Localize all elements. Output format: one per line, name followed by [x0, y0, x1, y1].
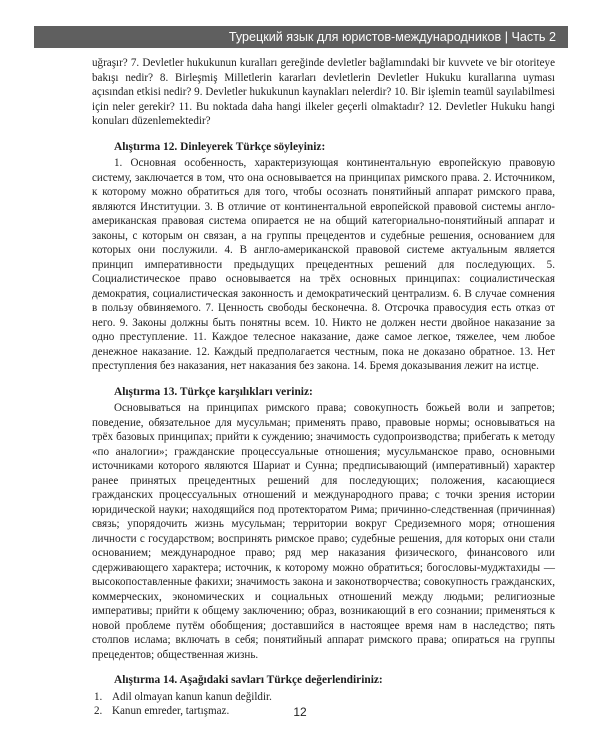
exercise-14-title: Alıştırma 14. Aşağıdaki savları Türkçe değerlendiriniz:	[114, 674, 383, 686]
exercise-13-title: Alıştırma 13. Türkçe karşılıkları veriniz:	[114, 385, 313, 398]
list-item-text: Kanun emreder, tartışmaz.	[112, 705, 230, 717]
running-header-title: Турецкий язык для юристов-международников | Часть 2	[228, 30, 556, 44]
list-item-number: 1.	[94, 690, 103, 703]
list-item-text: Adil olmayan kanun kanun değildir.	[112, 690, 272, 703]
intro-paragraph: uğraşır? 7. Devletler hukukunun kuralları gereğinde devletler bağlamındaki bir kuvvete ve bir otoriteye bakışı nedir? 8. Birleşmiş Milletlerin kararları devletlerin Devletler Hukuku kurallarına uyması açısından etkisi nedir? 9. Devletler hukukunun kaynakları nelerdir? 10. Bir işlemin teamül sayılabilmesi için neler gerekir? 11. Bu noktada daha hangi ilkeler geçerli olmaktadır? 12. Devletler Hukuku hangi konuları düzenlemektedir?	[92, 57, 555, 127]
exercise-13-text: Основываться на принципах римского права; совокупность божьей воли и запретов; поведение, обязательное для мусульман; применять право, правовые нормы; основываться на трёх базовых принципах; прийти к суждению; значимость судопроизводства; прибегать к методу «по аналогии»; гражданские процессуальные отношения; мусульманское право, основными источниками которого являются Шариат и Сунна; предписывающий (императивный) характер ранее принятых прецедентных решений для последующих; положения, касающиеся гражданских процессуальных отношений и международного права; с точки зрения истории юридической науки; находящийся под протекторатом Рима; причинно-следственная (причинная) связь; упорядочить жизнь мусульман; территории вокруг Средиземного моря; отношения личности с государством; воспринять римское право; судебные решения, для которых они стали основанием; международное право; ряд мер наказания физического, финансового или сдерживающего характера; источник, к которому можно обратиться; богословы-муджтахиды — высокопоставленные факихи; значимость закона и законотворчества; совокупность гражданских, коммерческих, экономических и социальных отношений между людьми; религиозные императивы; прийти к общему заключению; образ, возникающий в его сознании; применяться к новой проблеме путём обобщения; доставшийся в настоящее время нам в наследство; пять столпов ислама; включать в себя; понятийный аппарат римского права; опираться на группы прецедентов; общественная жизнь.	[92, 402, 555, 661]
running-header	[34, 26, 568, 48]
list-item	[92, 690, 555, 705]
page-content	[92, 56, 555, 719]
page-number: 12	[293, 705, 307, 719]
list-item-number: 2.	[94, 705, 103, 717]
exercise-12-text: 1. Основная особенность, характеризующая континентальную европейскую правовую систему, заключается в том, что она основывается на принципах римского права. 2. Источником, к которому можно обратиться для того, чтобы осознать понятийный аппарат римского права, являются Институции. 3. В отличие от континентальной европейской правовой системы англо-американская правовая система опирается не на общий категориально-понятийный аппарат и законы, с которым он связан, а на группы прецедентов и судебные решения, основанием для которых они послужили. 4. В англо-американской правовой системе актуальным является принцип императивности предыдущих прецедентных решений для последующих. 5. Социалистическое право основывается на трёх основных принципах: социалистическая демократия, социалистическая законность и демократический централизм. 6. В случае сомнения в пользу обвиняемого. 7. Ценность свободы бесконечна. 8. Отсрочка правосудия есть отказ от него. 9. Законы должны быть понятны всем. 10. Никто не должен нести двойное наказание за одно преступление. 11. Каждое телесное наказание, даже самое легкое, тяжелее, чем любое денежное наказание. 12. Каждый предполагается честным, пока не доказано обратное. 13. Нет преступления без наказания, нет наказания без закона. 14. Бремя доказывания лежит на истце.	[92, 157, 555, 372]
exercise-12-title: Alıştırma 12. Dinleyerek Türkçe söyleyiniz:	[114, 140, 326, 153]
